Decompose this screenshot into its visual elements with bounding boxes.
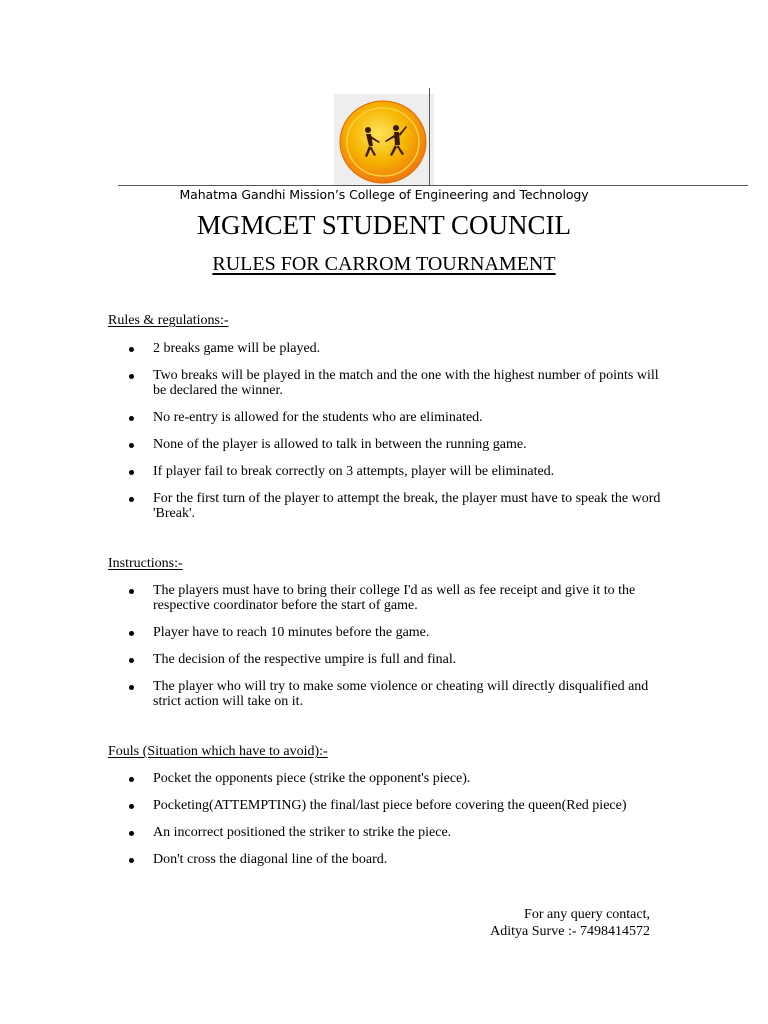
list-item <box>108 625 668 640</box>
list-item-text: 2 breaks game will be played. <box>153 341 321 356</box>
instructions-list <box>108 583 668 721</box>
list-item-text: Two breaks will be played in the match and the one with the highest number of points will be declared the winner. <box>153 368 659 398</box>
contact-person: Aditya Surve :- 7498414572 <box>490 924 650 939</box>
list-item-text: Pocketing(ATTEMPTING) the final/last piece before covering the queen(Red piece) <box>153 798 627 813</box>
instructions-section-title: Instructions:- <box>108 556 183 571</box>
list-item <box>108 679 668 709</box>
list-item-text: The player who will try to make some violence or cheating will directly disqualified and strict action will take on it. <box>153 679 649 709</box>
list-item <box>108 771 668 786</box>
list-item <box>108 491 668 521</box>
header-horizontal-rule <box>118 185 748 186</box>
list-item <box>108 368 668 398</box>
bullet-icon <box>129 831 134 836</box>
bullet-icon <box>129 416 134 421</box>
bullet-icon <box>129 470 134 475</box>
list-item <box>108 852 668 867</box>
bullet-icon <box>129 858 134 863</box>
list-item <box>108 437 668 452</box>
mgm-logo-icon <box>338 98 428 184</box>
list-item-text: The players must have to bring their college I'd as well as fee receipt and give it to the respective coordinator before the start of game. <box>153 583 636 613</box>
rules-section-title: Rules & regulations:- <box>108 313 229 328</box>
list-item-text: If player fail to break correctly on 3 attempts, player will be eliminated. <box>153 464 555 479</box>
list-item <box>108 341 668 356</box>
list-item-text: For the first turn of the player to attempt the break, the player must have to speak the word 'Break'. <box>153 491 661 521</box>
bullet-icon <box>129 347 134 352</box>
header-vertical-rule <box>429 88 430 186</box>
bullet-icon <box>129 589 134 594</box>
list-item <box>108 798 668 813</box>
list-item-text: The decision of the respective umpire is full and final. <box>153 652 457 667</box>
document-title-text: RULES FOR CARROM TOURNAMENT <box>212 253 556 275</box>
bullet-icon <box>129 631 134 636</box>
list-item-text: None of the player is allowed to talk in between the running game. <box>153 437 527 452</box>
list-item-text: Player have to reach 10 minutes before the game. <box>153 625 430 640</box>
list-item-text: Pocket the opponents piece (strike the opponent's piece). <box>153 771 471 786</box>
bullet-icon <box>129 804 134 809</box>
contact-block <box>490 906 650 940</box>
fouls-section-title: Fouls (Situation which have to avoid):- <box>108 744 328 759</box>
list-item <box>108 464 668 479</box>
list-item-text: An incorrect positioned the striker to strike the piece. <box>153 825 452 840</box>
bullet-icon <box>129 443 134 448</box>
college-name: Mahatma Gandhi Mission’s College of Engineering and Technology <box>179 187 589 202</box>
list-item <box>108 825 668 840</box>
bullet-icon <box>129 658 134 663</box>
document-title <box>0 253 768 276</box>
bullet-icon <box>129 777 134 782</box>
fouls-list <box>108 771 668 879</box>
list-item <box>108 410 668 425</box>
list-item-text: Don't cross the diagonal line of the board. <box>153 852 388 867</box>
contact-prompt: For any query contact, <box>524 907 650 922</box>
bullet-icon <box>129 374 134 379</box>
bullet-icon <box>129 497 134 502</box>
bullet-icon <box>129 685 134 690</box>
list-item-text: No re-entry is allowed for the students who are eliminated. <box>153 410 483 425</box>
list-item <box>108 652 668 667</box>
rules-list <box>108 341 668 533</box>
council-title: MGMCET STUDENT COUNCIL <box>196 210 572 240</box>
list-item <box>108 583 668 613</box>
